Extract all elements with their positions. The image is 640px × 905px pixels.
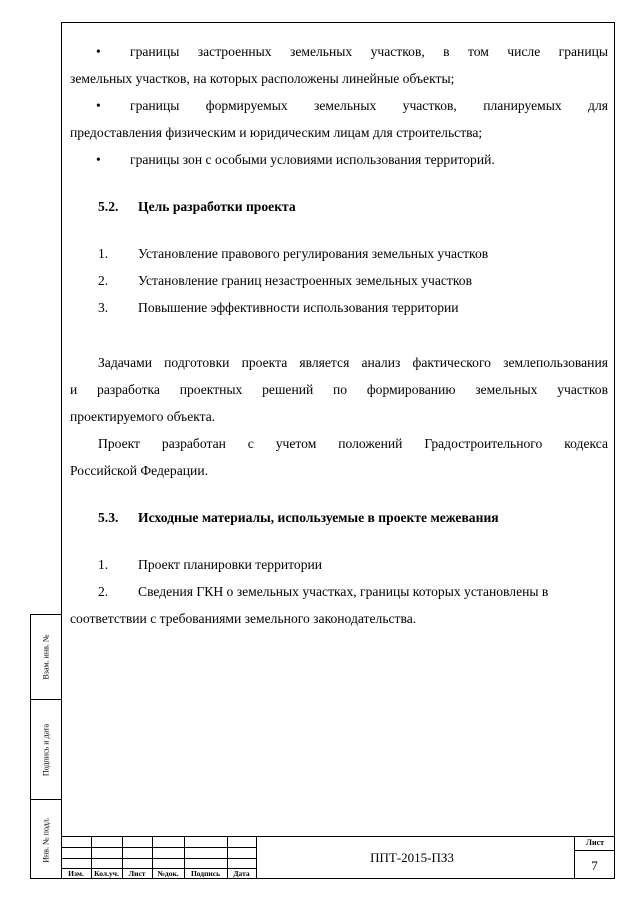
bullet-text: границы застроенных земельных участков, в том числе границы [130,44,608,59]
paragraph-line: Российской Федерации. [70,463,208,478]
stamp-label: Взам. инв. № [41,634,51,680]
bullet-text: границы формируемых земельных участков, планируемых для [130,98,608,113]
title-header: Дата [233,869,250,878]
paragraph-line: проектируемого объекта. [70,409,216,424]
list-number: 3. [98,300,109,315]
stamp-cell [31,800,61,880]
title-header: Подпись [190,869,221,878]
list-number: 2. [98,273,109,288]
title-header: Кол.уч. [94,869,119,878]
bullet-item [70,146,608,173]
list-number: 2. [98,584,109,599]
paragraph-line: и разработка проектных решений по формированию земельных участков [70,382,608,397]
paragraph-line: Проект разработан с учетом положений Градостроительного кодекса [98,436,608,451]
bullet-continuation: предоставления физическим и юридическим лицам для строительства; [70,125,483,140]
list-text: Установление границ незастроенных земельных участков [138,273,472,288]
bullet-marker: • [96,44,101,59]
document-body [70,38,608,632]
list-item [70,551,608,578]
list-continuation: соответствии с требованиями земельного законодательства. [70,611,417,626]
bullet-marker: • [96,98,101,113]
list-text: Проект планировки территории [138,557,323,572]
section-number: 5.2. [98,199,119,214]
bullet-marker: • [96,152,101,167]
bullet-item [70,92,608,119]
paragraph-line: Задачами подготовки проекта является анализ фактического землепользования [98,355,608,370]
sheet-label: Лист [586,838,605,847]
section-heading [98,504,608,531]
title-header: Лист [128,869,146,878]
title-header: Изм. [68,869,84,878]
stamp-label: Подпись и дата [41,723,51,776]
stamp-cell [31,700,61,800]
title-header: №док. [157,869,179,878]
list-item [70,578,608,605]
stamp-cell [31,615,61,700]
list-text: Сведения ГКН о земельных участках, границы которых установлены в [138,584,549,599]
bullet-continuation: земельных участков, на которых расположены линейные объекты; [70,71,455,86]
title-block [61,836,615,879]
list-item [70,267,608,294]
stamp-label: Инв. № подл. [41,817,51,863]
section-title: Цель разработки проекта [138,199,296,214]
section-number: 5.3. [98,510,119,525]
stamp-strip [30,614,61,879]
list-text: Повышение эффективности использования территории [138,300,459,315]
list-text: Установление правового регулирования земельных участков [138,246,489,261]
section-heading [98,193,608,220]
section-title: Исходные материалы, используемые в проекте межевания [138,510,499,525]
bullet-item [70,38,608,65]
list-number: 1. [98,557,109,572]
document-code: ППТ-2015-ПЗ3 [370,850,454,865]
sheet-number: 7 [591,858,598,873]
list-number: 1. [98,246,109,261]
list-item [70,294,608,321]
bullet-text: границы зон с особыми условиями использования территорий. [130,152,495,167]
list-item [70,240,608,267]
